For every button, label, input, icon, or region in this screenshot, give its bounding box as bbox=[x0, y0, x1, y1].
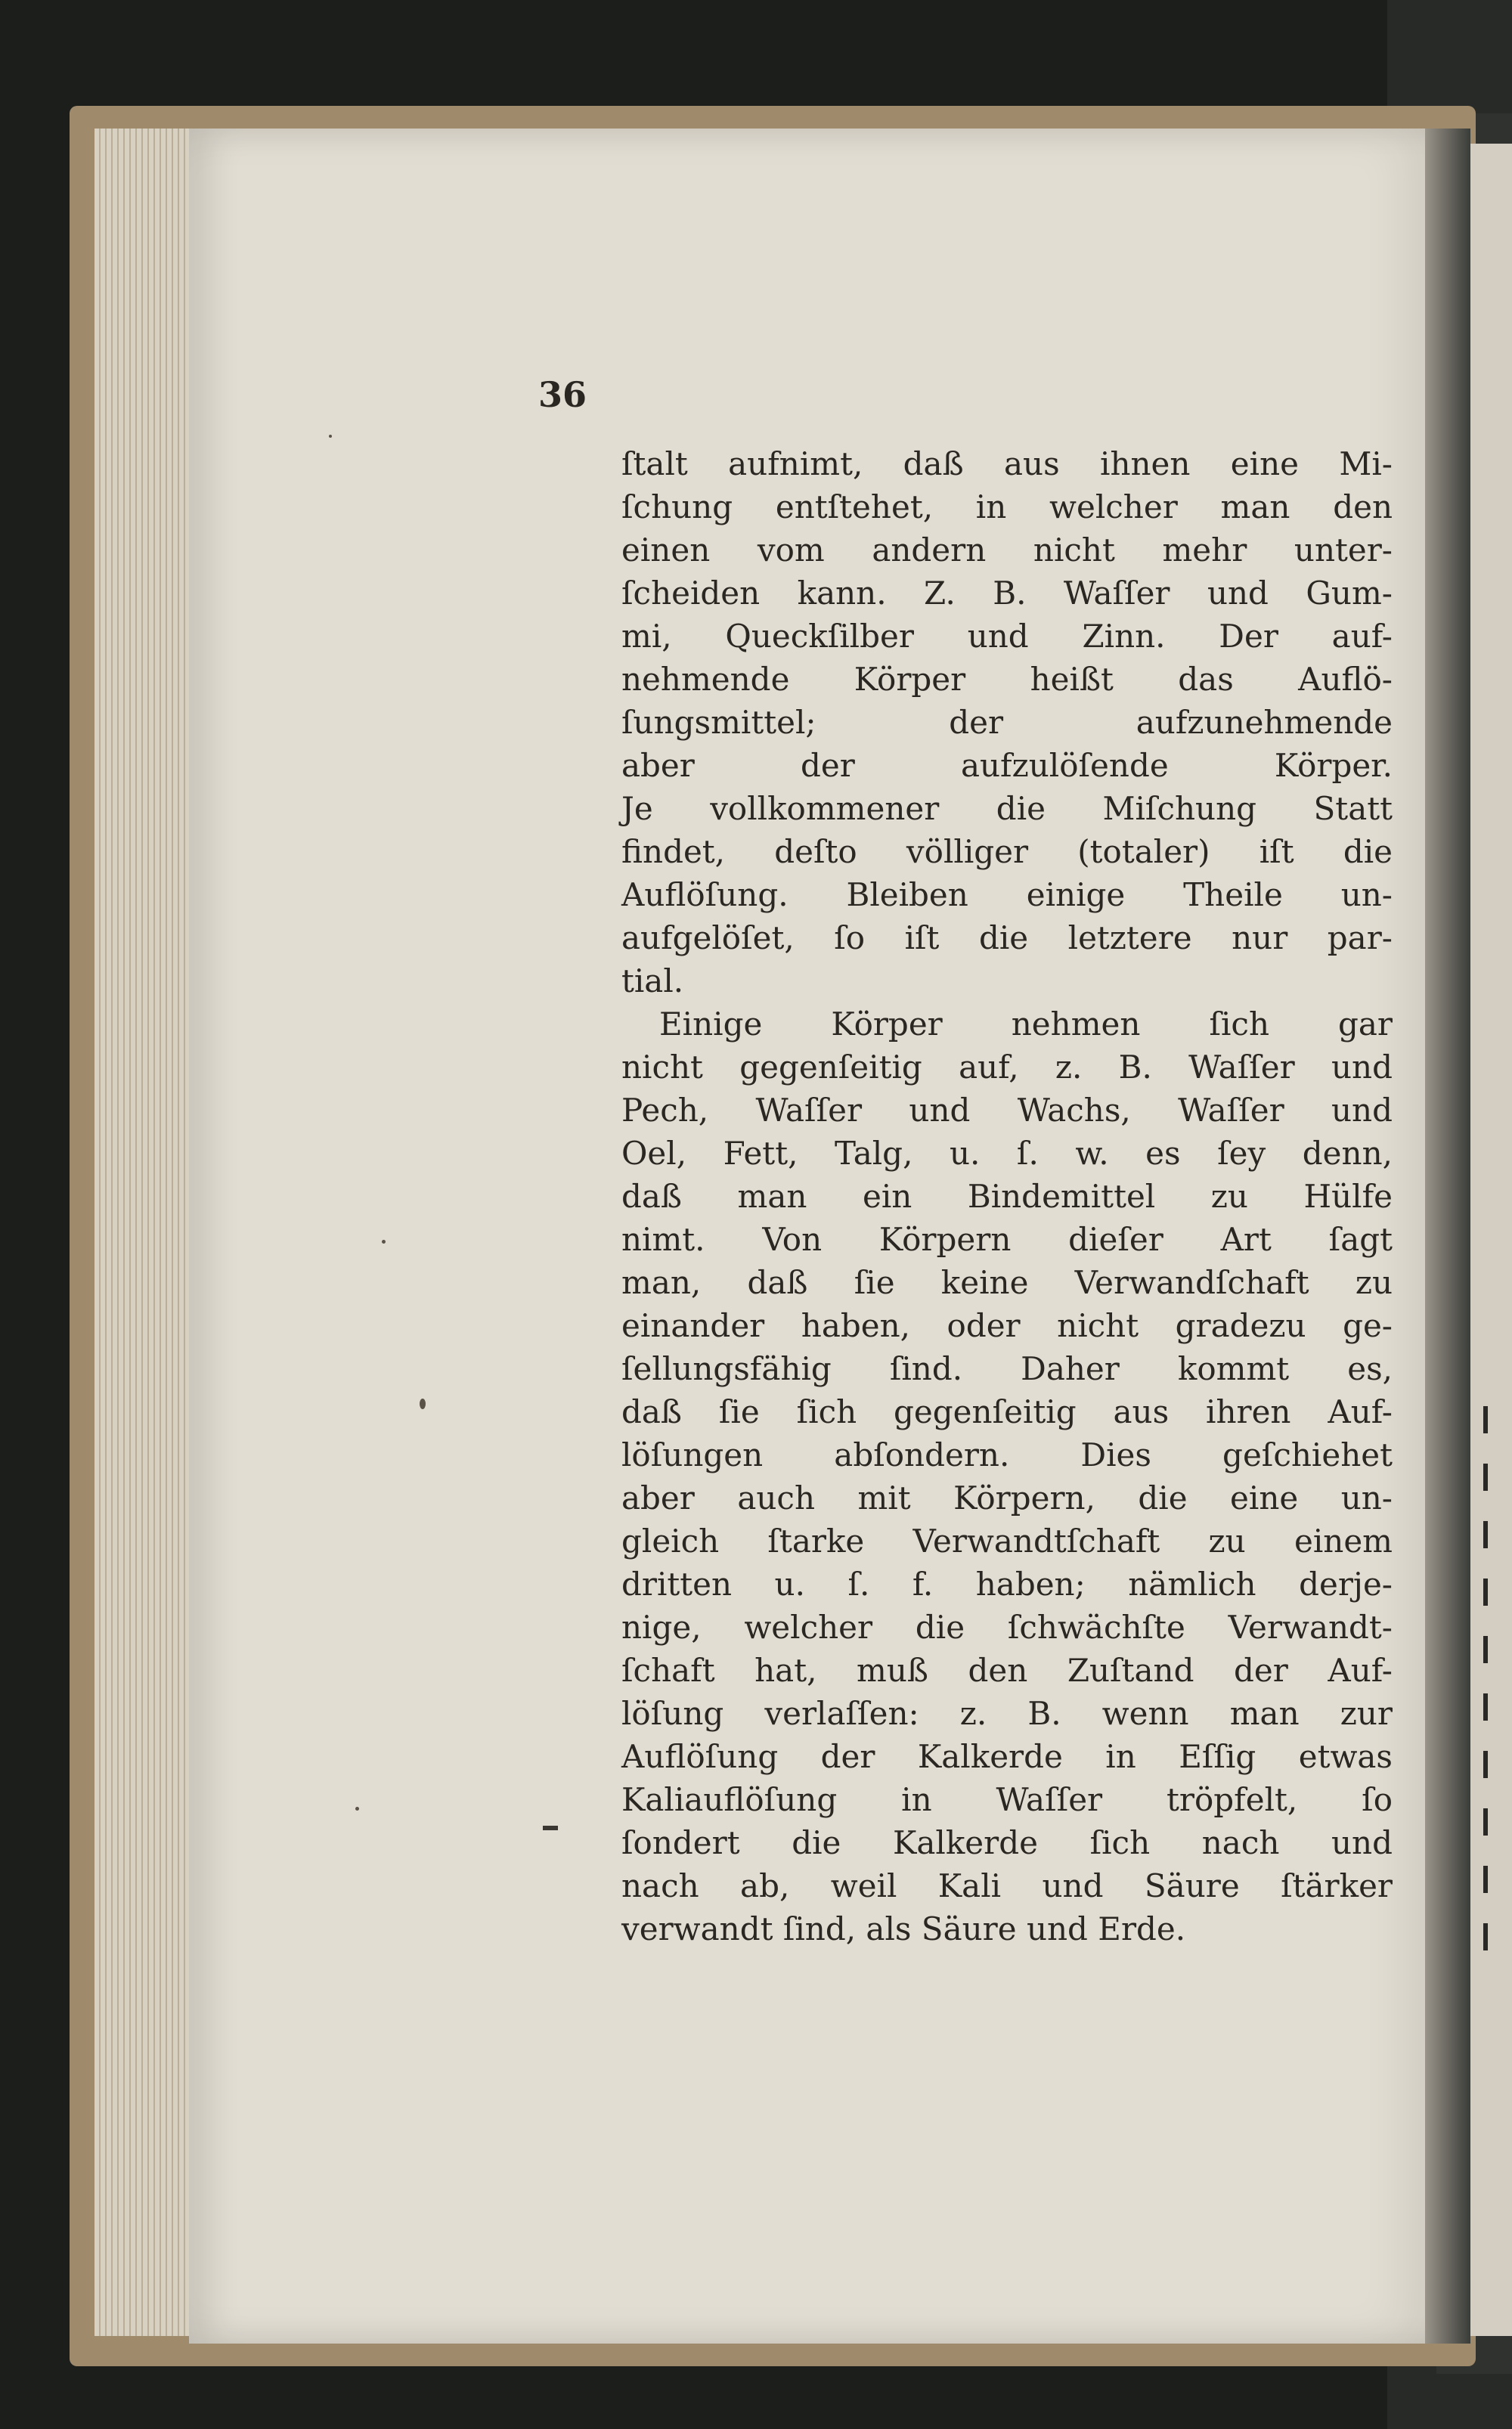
text-line: löſungen abſondern. Dies geſchiehet bbox=[621, 1436, 1393, 1473]
text-line: nige, welcher die ſchwächſte Verwandt- bbox=[621, 1609, 1393, 1646]
text-line: nehmende Körper heißt das Auflö- bbox=[621, 661, 1393, 698]
text-line: Einige Körper nehmen ſich gar bbox=[659, 1005, 1393, 1043]
neighbor-page-glyphs bbox=[1483, 1406, 1498, 2011]
text-line: ſcheiden kann. Z. B. Waſſer und Gum- bbox=[621, 575, 1393, 612]
text-line: einander haben, oder nicht gradezu ge- bbox=[621, 1307, 1393, 1344]
text-line: mi, Queckſilber und Zinn. Der auf- bbox=[621, 618, 1393, 655]
text-line: daß man ein Bindemittel zu Hülfe bbox=[621, 1178, 1393, 1215]
paper-speck bbox=[420, 1399, 426, 1409]
text-line: Kaliauflöſung in Waſſer tröpfelt, ſo bbox=[621, 1781, 1393, 1818]
text-line: ſungsmittel; der aufzunehmende bbox=[621, 704, 1393, 741]
text-line: man, daß ſie keine Verwandſchaft zu bbox=[621, 1264, 1393, 1301]
text-line: nicht gegenſeitig auf, z. B. Waſſer und bbox=[621, 1049, 1393, 1086]
text-line: gleich ſtarke Verwandtſchaft zu einem bbox=[621, 1523, 1393, 1560]
body-text bbox=[621, 442, 1393, 1950]
text-line: einen vom andern nicht mehr unter- bbox=[621, 531, 1393, 569]
text-line: dritten u. ſ. f. haben; nämlich derje- bbox=[621, 1566, 1393, 1603]
text-line: aufgelöſet, ſo iſt die letztere nur par- bbox=[621, 919, 1393, 956]
text-line: verwandt ſind, als Säure und Erde. bbox=[621, 1910, 1186, 1947]
page-gutter bbox=[1425, 129, 1470, 2344]
text-line: Je vollkommener die Miſchung Statt bbox=[621, 790, 1393, 827]
paper-speck bbox=[329, 435, 332, 438]
text-line: Auflöſung. Bleiben einige Theile un- bbox=[621, 876, 1393, 913]
paper-speck bbox=[382, 1240, 386, 1244]
text-line: tial. bbox=[621, 962, 684, 999]
page-number: 36 bbox=[538, 374, 587, 415]
text-line: löſung verlaſſen: z. B. wenn man zur bbox=[621, 1695, 1393, 1732]
text-line: Auflöſung der Kalkerde in Eſſig etwas bbox=[621, 1738, 1393, 1775]
text-line: ſchaft hat, muß den Zuſtand der Auf- bbox=[621, 1652, 1393, 1689]
text-line: ſondert die Kalkerde ſich nach und bbox=[621, 1824, 1393, 1861]
text-line: Oel, Fett, Talg, u. ſ. w. es ſey denn, bbox=[621, 1135, 1393, 1172]
text-line: ſellungsfähig ſind. Daher kommt es, bbox=[621, 1350, 1393, 1387]
text-line: aber der aufzulöſende Körper. bbox=[621, 747, 1393, 784]
margin-mark bbox=[543, 1826, 558, 1830]
text-line: nach ab, weil Kali und Säure ſtärker bbox=[621, 1867, 1393, 1904]
text-line: daß ſie ſich gegenſeitig aus ihren Auf- bbox=[621, 1393, 1393, 1430]
text-line: findet, deſto völliger (totaler) iſt die bbox=[621, 833, 1393, 870]
text-line: ſtalt aufnimt, daß aus ihnen eine Mi- bbox=[621, 445, 1393, 482]
text-line: aber auch mit Körpern, die eine un- bbox=[621, 1479, 1393, 1517]
text-line: nimt. Von Körpern dieſer Art ſagt bbox=[621, 1221, 1393, 1258]
paper-speck bbox=[355, 1807, 359, 1811]
text-line: Pech, Waſſer und Wachs, Waſſer und bbox=[621, 1092, 1393, 1129]
text-line: ſchung entſtehet, in welcher man den bbox=[621, 488, 1393, 525]
